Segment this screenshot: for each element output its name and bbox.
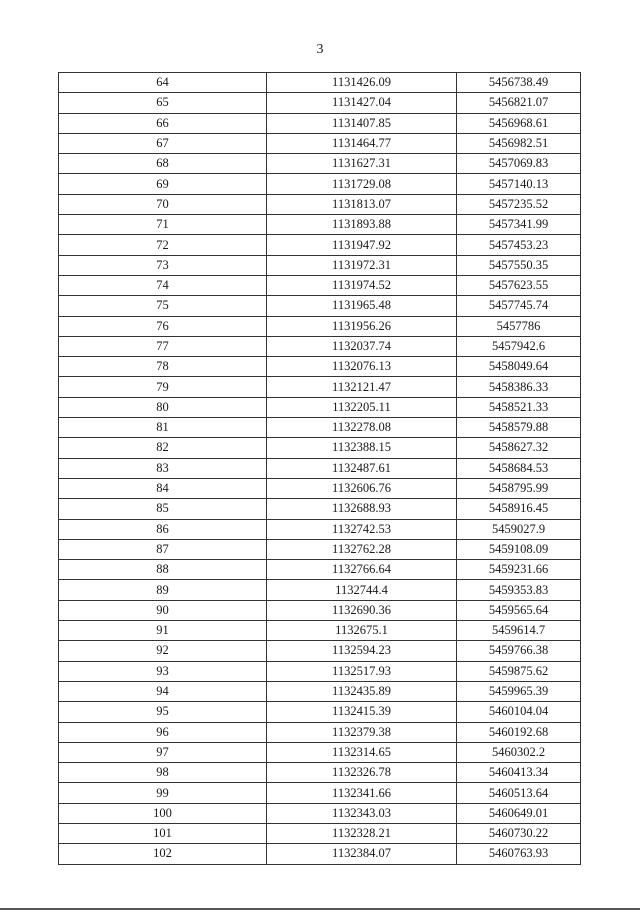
point-number-cell: 72 <box>59 235 267 255</box>
x-coordinate-cell: 1132766.64 <box>267 560 457 580</box>
table-row <box>59 438 581 458</box>
point-number-cell: 98 <box>59 763 267 783</box>
table-row <box>59 621 581 641</box>
point-number-cell: 81 <box>59 418 267 438</box>
y-coordinate-cell: 5460730.22 <box>457 823 581 843</box>
x-coordinate-cell: 1132594.23 <box>267 641 457 661</box>
y-coordinate-cell: 5457069.83 <box>457 154 581 174</box>
y-coordinate-cell: 5456982.51 <box>457 133 581 153</box>
x-coordinate-cell: 1132517.93 <box>267 661 457 681</box>
table-row <box>59 357 581 377</box>
point-number-cell: 75 <box>59 296 267 316</box>
table-row <box>59 844 581 864</box>
x-coordinate-cell: 1132328.21 <box>267 823 457 843</box>
x-coordinate-cell: 1131627.31 <box>267 154 457 174</box>
point-number-cell: 78 <box>59 357 267 377</box>
y-coordinate-cell: 5459108.09 <box>457 539 581 559</box>
point-number-cell: 102 <box>59 844 267 864</box>
x-coordinate-cell: 1131464.77 <box>267 133 457 153</box>
x-coordinate-cell: 1131427.04 <box>267 93 457 113</box>
x-coordinate-cell: 1132415.39 <box>267 702 457 722</box>
x-coordinate-cell: 1132076.13 <box>267 357 457 377</box>
point-number-cell: 89 <box>59 580 267 600</box>
x-coordinate-cell: 1131972.31 <box>267 255 457 275</box>
table-row <box>59 215 581 235</box>
y-coordinate-cell: 5458386.33 <box>457 377 581 397</box>
table-row <box>59 580 581 600</box>
table-row <box>59 681 581 701</box>
x-coordinate-cell: 1132121.47 <box>267 377 457 397</box>
point-number-cell: 90 <box>59 600 267 620</box>
table-row <box>59 418 581 438</box>
x-coordinate-cell: 1132762.28 <box>267 539 457 559</box>
point-number-cell: 67 <box>59 133 267 153</box>
y-coordinate-cell: 5457745.74 <box>457 296 581 316</box>
y-coordinate-cell: 5459027.9 <box>457 519 581 539</box>
y-coordinate-cell: 5457235.52 <box>457 194 581 214</box>
y-coordinate-cell: 5458916.45 <box>457 499 581 519</box>
point-number-cell: 66 <box>59 113 267 133</box>
table-row <box>59 154 581 174</box>
table-row <box>59 560 581 580</box>
table-row <box>59 823 581 843</box>
y-coordinate-cell: 5459965.39 <box>457 681 581 701</box>
point-number-cell: 96 <box>59 722 267 742</box>
point-number-cell: 86 <box>59 519 267 539</box>
y-coordinate-cell: 5458684.53 <box>457 458 581 478</box>
x-coordinate-cell: 1131956.26 <box>267 316 457 336</box>
table-row <box>59 661 581 681</box>
x-coordinate-cell: 1131426.09 <box>267 73 457 93</box>
x-coordinate-cell: 1132037.74 <box>267 336 457 356</box>
y-coordinate-cell: 5457623.55 <box>457 275 581 295</box>
x-coordinate-cell: 1132314.65 <box>267 742 457 762</box>
point-number-cell: 80 <box>59 397 267 417</box>
point-number-cell: 71 <box>59 215 267 235</box>
y-coordinate-cell: 5458579.88 <box>457 418 581 438</box>
x-coordinate-cell: 1132688.93 <box>267 499 457 519</box>
table-row <box>59 296 581 316</box>
table-row <box>59 702 581 722</box>
y-coordinate-cell: 5460192.68 <box>457 722 581 742</box>
x-coordinate-cell: 1131813.07 <box>267 194 457 214</box>
x-coordinate-cell: 1131947.92 <box>267 235 457 255</box>
x-coordinate-cell: 1132742.53 <box>267 519 457 539</box>
y-coordinate-cell: 5458795.99 <box>457 478 581 498</box>
table-row <box>59 783 581 803</box>
table-row <box>59 742 581 762</box>
table-row <box>59 641 581 661</box>
point-number-cell: 68 <box>59 154 267 174</box>
point-number-cell: 77 <box>59 336 267 356</box>
point-number-cell: 85 <box>59 499 267 519</box>
table-row <box>59 174 581 194</box>
table-row <box>59 336 581 356</box>
x-coordinate-cell: 1131893.88 <box>267 215 457 235</box>
x-coordinate-cell: 1132278.08 <box>267 418 457 438</box>
y-coordinate-cell: 5458627.32 <box>457 438 581 458</box>
table-row <box>59 458 581 478</box>
point-number-cell: 74 <box>59 275 267 295</box>
table-row <box>59 499 581 519</box>
table-row <box>59 316 581 336</box>
table-row <box>59 275 581 295</box>
y-coordinate-cell: 5457550.35 <box>457 255 581 275</box>
x-coordinate-cell: 1132690.36 <box>267 600 457 620</box>
table-row <box>59 255 581 275</box>
point-number-cell: 100 <box>59 803 267 823</box>
x-coordinate-cell: 1132744.4 <box>267 580 457 600</box>
y-coordinate-cell: 5457341.99 <box>457 215 581 235</box>
y-coordinate-cell: 5458049.64 <box>457 357 581 377</box>
table-row <box>59 803 581 823</box>
y-coordinate-cell: 5459614.7 <box>457 621 581 641</box>
point-number-cell: 69 <box>59 174 267 194</box>
y-coordinate-cell: 5457453.23 <box>457 235 581 255</box>
y-coordinate-cell: 5460302.2 <box>457 742 581 762</box>
point-number-cell: 94 <box>59 681 267 701</box>
point-number-cell: 79 <box>59 377 267 397</box>
point-number-cell: 99 <box>59 783 267 803</box>
coordinates-table <box>58 72 581 865</box>
point-number-cell: 92 <box>59 641 267 661</box>
point-number-cell: 84 <box>59 478 267 498</box>
x-coordinate-cell: 1131965.48 <box>267 296 457 316</box>
point-number-cell: 93 <box>59 661 267 681</box>
x-coordinate-cell: 1132675.1 <box>267 621 457 641</box>
x-coordinate-cell: 1132343.03 <box>267 803 457 823</box>
bottom-border-line <box>0 908 640 910</box>
point-number-cell: 82 <box>59 438 267 458</box>
y-coordinate-cell: 5459353.83 <box>457 580 581 600</box>
x-coordinate-cell: 1131407.85 <box>267 113 457 133</box>
point-number-cell: 65 <box>59 93 267 113</box>
point-number-cell: 70 <box>59 194 267 214</box>
point-number-cell: 76 <box>59 316 267 336</box>
y-coordinate-cell: 5460763.93 <box>457 844 581 864</box>
point-number-cell: 87 <box>59 539 267 559</box>
point-number-cell: 73 <box>59 255 267 275</box>
x-coordinate-cell: 1132384.07 <box>267 844 457 864</box>
x-coordinate-cell: 1132388.15 <box>267 438 457 458</box>
point-number-cell: 97 <box>59 742 267 762</box>
table-row <box>59 397 581 417</box>
x-coordinate-cell: 1132606.76 <box>267 478 457 498</box>
x-coordinate-cell: 1132341.66 <box>267 783 457 803</box>
y-coordinate-cell: 5457942.6 <box>457 336 581 356</box>
y-coordinate-cell: 5460513.64 <box>457 783 581 803</box>
table-row <box>59 722 581 742</box>
x-coordinate-cell: 1132487.61 <box>267 458 457 478</box>
table-row <box>59 478 581 498</box>
table-row <box>59 600 581 620</box>
table-row <box>59 763 581 783</box>
point-number-cell: 101 <box>59 823 267 843</box>
point-number-cell: 64 <box>59 73 267 93</box>
x-coordinate-cell: 1132435.89 <box>267 681 457 701</box>
y-coordinate-cell: 5457786 <box>457 316 581 336</box>
point-number-cell: 83 <box>59 458 267 478</box>
y-coordinate-cell: 5459565.64 <box>457 600 581 620</box>
x-coordinate-cell: 1132379.38 <box>267 722 457 742</box>
y-coordinate-cell: 5456738.49 <box>457 73 581 93</box>
x-coordinate-cell: 1132205.11 <box>267 397 457 417</box>
table-row <box>59 73 581 93</box>
table-row <box>59 93 581 113</box>
y-coordinate-cell: 5456968.61 <box>457 113 581 133</box>
x-coordinate-cell: 1132326.78 <box>267 763 457 783</box>
y-coordinate-cell: 5459875.62 <box>457 661 581 681</box>
point-number-cell: 88 <box>59 560 267 580</box>
y-coordinate-cell: 5460104.04 <box>457 702 581 722</box>
table-row <box>59 539 581 559</box>
coordinates-table-body <box>59 73 581 865</box>
page-number: 3 <box>316 42 324 57</box>
table-row <box>59 194 581 214</box>
point-number-cell: 91 <box>59 621 267 641</box>
y-coordinate-cell: 5458521.33 <box>457 397 581 417</box>
table-row <box>59 519 581 539</box>
x-coordinate-cell: 1131974.52 <box>267 275 457 295</box>
table-row <box>59 377 581 397</box>
y-coordinate-cell: 5459231.66 <box>457 560 581 580</box>
y-coordinate-cell: 5457140.13 <box>457 174 581 194</box>
y-coordinate-cell: 5456821.07 <box>457 93 581 113</box>
y-coordinate-cell: 5460649.01 <box>457 803 581 823</box>
point-number-cell: 95 <box>59 702 267 722</box>
y-coordinate-cell: 5459766.38 <box>457 641 581 661</box>
x-coordinate-cell: 1131729.08 <box>267 174 457 194</box>
y-coordinate-cell: 5460413.34 <box>457 763 581 783</box>
table-row <box>59 113 581 133</box>
table-row <box>59 133 581 153</box>
table-row <box>59 235 581 255</box>
